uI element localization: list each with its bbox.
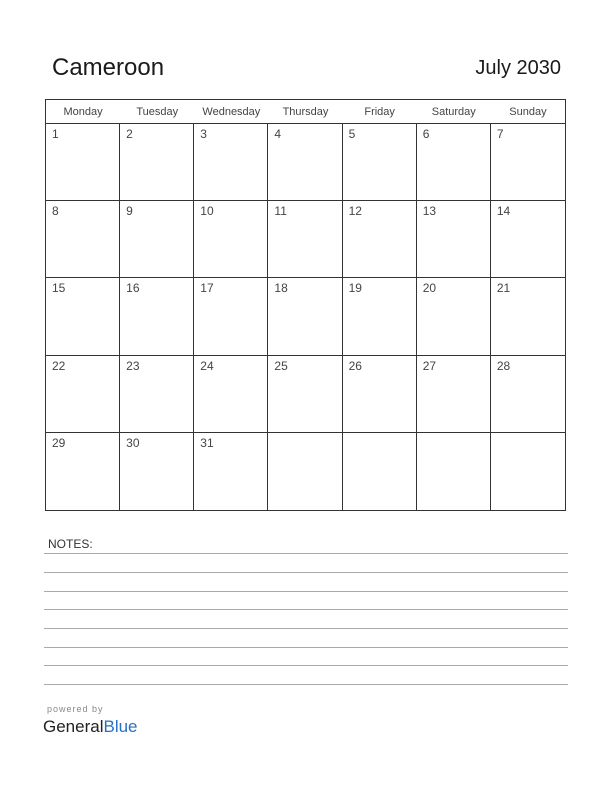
weekday-label: Tuesday <box>136 106 179 118</box>
day-cell: 12 <box>343 201 417 278</box>
brand-general-text: General <box>43 717 104 736</box>
day-cell <box>268 433 342 510</box>
weekday-label: Saturday <box>431 106 476 118</box>
note-line <box>44 572 568 573</box>
day-cell: 1 <box>46 124 120 201</box>
weekday-header-row <box>46 100 565 124</box>
day-cell: 20 <box>417 278 491 355</box>
day-cell: 27 <box>417 356 491 433</box>
day-cell: 6 <box>417 124 491 201</box>
day-cell: 22 <box>46 356 120 433</box>
note-line <box>44 553 568 554</box>
note-line <box>44 684 568 685</box>
note-line <box>44 665 568 666</box>
day-cell: 7 <box>491 124 565 201</box>
day-cell: 10 <box>194 201 268 278</box>
day-cell: 18 <box>268 278 342 355</box>
day-cell: 28 <box>491 356 565 433</box>
day-cell: 24 <box>194 356 268 433</box>
weekday-label: Monday <box>63 106 103 118</box>
note-line <box>44 609 568 610</box>
note-line <box>44 628 568 629</box>
calendar-country-title: Cameroon <box>52 54 165 81</box>
day-cell <box>491 433 565 510</box>
day-cell: 2 <box>120 124 194 201</box>
powered-by-text: powered by <box>47 704 104 714</box>
note-line <box>44 591 568 592</box>
calendar-month-title: July 2030 <box>475 57 561 79</box>
day-cell: 14 <box>491 201 565 278</box>
day-cell <box>343 433 417 510</box>
day-cell: 30 <box>120 433 194 510</box>
day-cell <box>417 433 491 510</box>
weekday-label: Thursday <box>282 106 329 118</box>
brand-blue-text: Blue <box>103 717 138 736</box>
day-cell: 26 <box>343 356 417 433</box>
notes-label: NOTES: <box>48 537 93 551</box>
day-cell: 17 <box>194 278 268 355</box>
calendar-days <box>46 124 565 510</box>
day-cell: 13 <box>417 201 491 278</box>
day-cell: 3 <box>194 124 268 201</box>
day-cell: 29 <box>46 433 120 510</box>
day-cell: 15 <box>46 278 120 355</box>
day-cell: 25 <box>268 356 342 433</box>
day-cell: 5 <box>343 124 417 201</box>
day-cell: 4 <box>268 124 342 201</box>
day-cell: 11 <box>268 201 342 278</box>
day-cell: 31 <box>194 433 268 510</box>
weekday-label: Wednesday <box>202 106 261 118</box>
day-cell: 21 <box>491 278 565 355</box>
day-cell: 16 <box>120 278 194 355</box>
weekday-label: Friday <box>364 106 395 118</box>
day-cell: 23 <box>120 356 194 433</box>
generalblue-logo[interactable] <box>43 717 138 737</box>
calendar-grid <box>45 99 566 511</box>
day-cell: 9 <box>120 201 194 278</box>
day-cell: 8 <box>46 201 120 278</box>
weekday-label: Sunday <box>509 106 547 118</box>
note-line <box>44 647 568 648</box>
day-cell: 19 <box>343 278 417 355</box>
